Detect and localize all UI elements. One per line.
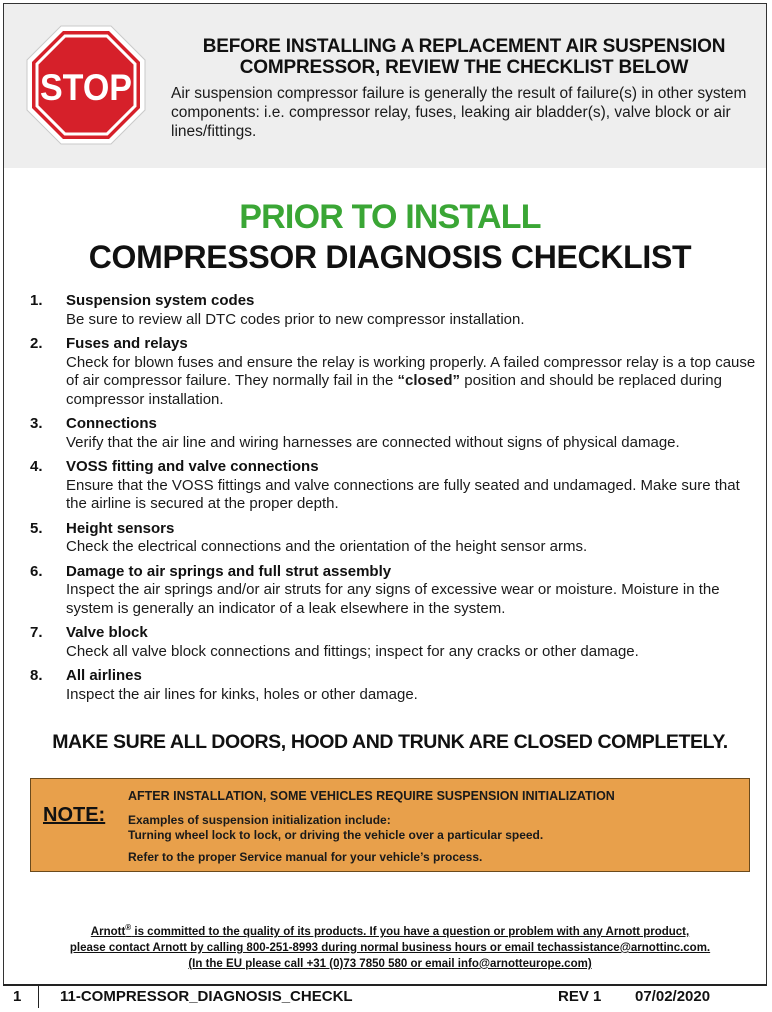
registered-mark: ® [125,923,132,932]
item-description-part: Check for blown fuses and ensure the relay is working properly. A failed compressor relay is a top cause of air compressor failure. They normally fail in the [66,353,756,389]
item-description-part: position and should be replaced during compressor installation. [66,372,722,408]
stop-sign-icon [25,24,147,146]
item-title: Connections [66,415,157,432]
item-description: Verify that the air line and wiring harnesses are connected without signs of physical damage. [66,433,680,451]
item-title: Height sensors [66,519,175,537]
item-number: 7. [30,624,43,641]
checklist-item-fuses-relays [30,335,760,409]
prior-to-install-title: PRIOR TO INSTALL [239,198,541,236]
item-number: 3. [30,415,43,432]
banner-heading-line1: BEFORE INSTALLING A REPLACEMENT AIR SUSPENSION [202,36,726,57]
checklist-item-connections [30,415,760,452]
item-number: 6. [30,562,43,580]
notice-line1: is committed to the quality of its products. If you have a question or problem with any Arnott product, [131,925,690,938]
item-number: 1. [30,292,43,309]
document-id: 11-COMPRESSOR_DIAGNOSIS_CHECKL [60,988,353,1005]
item-title: Valve block [66,624,148,641]
item-description: Inspect the air springs and/or air struts for any signs of excessive wear or moisture. Moisture in the system is generally an indicator of a leak elsewhere in the system. [66,581,720,617]
stop-sign-text: STOP [40,67,132,108]
brand-name: Arnott [90,925,126,938]
item-number: 8. [30,667,43,684]
checklist-item-valve-block [30,624,760,661]
item-title: Fuses and relays [66,335,188,352]
closed-emphasis: “closed” [397,372,461,389]
item-description [66,354,760,410]
item-description: Check the electrical connections and the orientation of the height sensor arms. [66,538,588,555]
note-line-examples: Examples of suspension initialization include: [128,813,391,827]
close-doors-warning: MAKE SURE ALL DOORS, HOOD AND TRUNK ARE CLOSED COMPLETELY. [52,731,728,753]
item-title: Suspension system codes [66,292,255,309]
checklist-title: COMPRESSOR DIAGNOSIS CHECKLIST [88,239,692,275]
note-box [30,778,750,872]
item-title: All airlines [66,667,142,684]
checklist-item-suspension-codes [30,292,760,329]
item-description: Inspect the air lines for kinks, holes or other damage. [66,685,418,703]
document-footer-bar [3,984,767,1008]
note-heading: AFTER INSTALLATION, SOME VEHICLES REQUIRE SUSPENSION INITIALIZATION [128,789,615,803]
note-label: NOTE: [43,804,106,826]
page-number: 1 [3,986,39,1008]
document-date: 07/02/2020 [635,988,711,1005]
banner-heading-line2: COMPRESSOR, REVIEW THE CHECKLIST BELOW [239,57,689,78]
revision-label: REV 1 [558,988,602,1005]
support-contact-notice [4,920,772,972]
item-number: 2. [30,335,43,352]
item-description: Check all valve block connections and fittings; inspect for any cracks or other damage. [66,642,639,660]
item-description: Ensure that the VOSS fittings and valve connections are fully seated and undamaged. Make sure that the airline is secured at the proper depth. [66,476,740,512]
note-line-turning-wheel: Turning wheel lock to lock, or driving the vehicle over a particular speed. [128,828,544,842]
checklist-item-air-springs [30,563,760,619]
diagnosis-checklist [30,292,760,710]
item-title: VOSS fitting and valve connections [66,458,319,475]
banner-body-text: Air suspension compressor failure is generally the result of failure(s) in other system components: i.e. compressor relay, fuses, leaking air bladder(s), valve block or air lines/fittings. [171,85,747,140]
note-line-service-manual: Refer to the proper Service manual for your vehicle’s process. [128,850,483,864]
banner-heading [164,36,764,78]
item-description: Be sure to review all DTC codes prior to new compressor installation. [66,310,525,328]
checklist-item-height-sensors [30,520,760,557]
document-page [3,3,767,1007]
checklist-item-voss-fitting [30,458,760,514]
item-title: Damage to air springs and full strut assembly [66,562,392,580]
item-number: 5. [30,519,43,537]
notice-line2: please contact Arnott by calling 800-251-8993 during normal business hours or email techassistance@arnottinc.com. [69,941,711,954]
checklist-item-airlines [30,667,760,704]
notice-line3: (In the EU please call +31 (0)73 7850 580 or email info@arnotteurope.com) [188,957,592,970]
item-number: 4. [30,458,43,475]
stop-banner [4,4,766,168]
